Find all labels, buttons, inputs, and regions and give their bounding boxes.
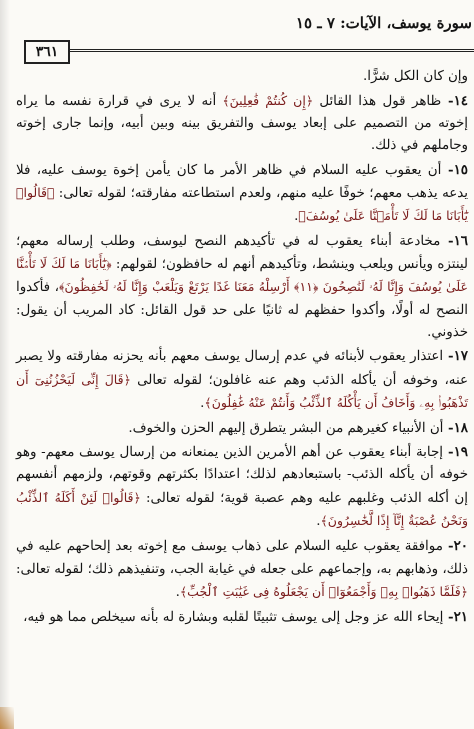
paragraph-text: أن يعقوب عليه السلام في ظاهر الأمر ما كان يأمن إخوة يوسف عليه، فلا يدعه يذهب معهم؛ خوفًا عليه منهم، ولعدم استطاعته مفارقته؛ لقوله تعالى:	[16, 162, 469, 202]
paragraph-text: إيحاء الله عز وجل إلى يوسف تثبيتًا لقلبه وبشارة له بأنه سيخلص مما هو فيه،	[23, 609, 444, 625]
paragraph-p17	[16, 345, 468, 415]
quran-verse: ﴿قَالُوا۟ لَئِنْ أَكَلَهُ ٱلذِّئْبُ وَنَحْنُ عُصْبَةٌ إِنَّآ إِذًا لَّخَٰسِرُونَ﴾	[16, 489, 468, 528]
quran-verse: ﴿إِن كُنتُمْ فَٰعِلِينَ﴾	[216, 92, 320, 108]
paragraph-text: وإن كان الكل شرًّا.	[362, 69, 468, 84]
running-header-title: سورة يوسف، الآيات: ٧ ـ ١٥	[295, 14, 472, 32]
point-number: ١٧-	[443, 348, 468, 365]
point-number: ١٦-	[440, 232, 468, 249]
paragraph-text: اعتذار يعقوب لأبنائه في عدم إرسال يوسف معهم بأنه يحزنه مفارقته ولا يصبر عنه، وخوفه أن يأكله الذئب وهم عنه غافلون؛ لقوله تعالى	[16, 349, 469, 388]
paragraph-text: مخادعة أبناء يعقوب له في تأكيدهم النصح ليوسف، وطلب إرساله معهم؛ لينتزه ويأنس ويلعب وينشط، وتأكيدهم أنهم له حافظون؛ لقولهم:	[16, 233, 468, 273]
point-number: ١٥-	[441, 161, 468, 178]
paragraph-text: ظاهر قول هذا القائل	[319, 93, 442, 109]
paragraph-text: .	[294, 209, 299, 225]
page-edge-shadow	[0, 0, 10, 729]
quran-verse: ﴿فَلَمَّا ذَهَبُوا۟ بِهِۦ وَأَجْمَعُوٓا۟ أَن يَجْعَلُوهُ فِى غَيَٰبَتِ ٱلْجُبِّ﴾	[179, 583, 468, 599]
paragraph-p0	[16, 66, 468, 88]
page-body	[16, 66, 468, 630]
paragraph-p16	[16, 230, 468, 344]
page-number: ٣٦١	[24, 40, 70, 64]
paragraph-p21	[16, 606, 468, 629]
paragraph-text: موافقة يعقوب عليه السلام على ذهاب يوسف مع إخوته بعد إلحاحهم عليه في ذلك، وذهابهم به، وإجماعهم على جعله في غيابة الجب، وتنفيذهم ذلك؛ لقوله تعالى:	[16, 538, 468, 577]
paragraph-p14	[16, 90, 468, 158]
point-number: ١٤-	[441, 92, 468, 109]
point-number: ١٩-	[442, 444, 468, 461]
header-rule	[66, 49, 474, 52]
page-header	[0, 0, 474, 44]
point-number: ٢١-	[443, 608, 468, 625]
paragraph-text: .	[200, 395, 205, 411]
quran-verse: ﴿قَالُوا۟ يَٰٓأَبَانَا مَا لَكَ لَا تَأْمَ۬نَّا عَلَىٰ يُوسُفَ﴾	[16, 185, 468, 224]
paragraph-text: أنه لا يرى في قرارة نفسه ما يراه إخوته من التصميم على إبعاد يوسف والتفريق بينه وبين أبيه، وإنما جارى إخوته وجاملهم في ذلك.	[16, 93, 468, 154]
paragraph-text: .	[175, 584, 180, 600]
paragraph-p15	[16, 159, 468, 229]
point-number: ٢٠-	[442, 537, 468, 554]
paragraph-text: ، فأكدوا النصح له أولًا، وأكدوا حفظهم له ثانيًا على حد قول القائل: كاد المريب أن يقول: خذوني.	[16, 280, 468, 340]
paragraph-text: .	[316, 513, 321, 529]
paragraph-p20	[16, 535, 468, 605]
paragraph-p18	[16, 417, 468, 440]
quran-verse: ﴿قَالَ إِنِّى لَيَحْزُنُنِىٓ أَن تَذْهَبُوا۟ بِهِۦ وَأَخَافُ أَن يَأْكُلَهُ ٱلذِّئْبُ وَأَنتُمْ عَنْهُ غَٰفِلُونَ﴾	[16, 371, 468, 410]
quran-verse: ﴿يَٰٓأَبَانَا مَا لَكَ لَا تَأْمَ۬نَّا عَلَىٰ يُوسُفَ وَإِنَّا لَهُۥ لَنَٰصِحُونَ ﴿١١﴾ أَرْسِلْهُ مَعَنَا غَدًا يَرْتَعْ وَيَلْعَبْ وَإِنَّا لَهُۥ لَحَٰفِظُونَ﴾	[16, 256, 468, 295]
paragraph-text: إجابة أبناء يعقوب عن أهم الأمرين الذين يمنعانه من إرسال يوسف معهم- وهو خوفه أن يأكله الذئب- باستبعادهم لذلك؛ اعتدادًا بكثرتهم وقوتهم، ولزمهم أنفسهم إن أكله الذئب وغلبهم عليه وهم عصبة قوية؛ لقوله تعالى:	[16, 445, 468, 506]
paragraph-text: أن الأنبياء كغيرهم من البشر يتطرق إليهم الحزن والخوف.	[128, 420, 444, 436]
paragraph-p19	[16, 441, 468, 533]
point-number: ١٨-	[443, 419, 468, 436]
page-corner-mark	[0, 707, 14, 729]
